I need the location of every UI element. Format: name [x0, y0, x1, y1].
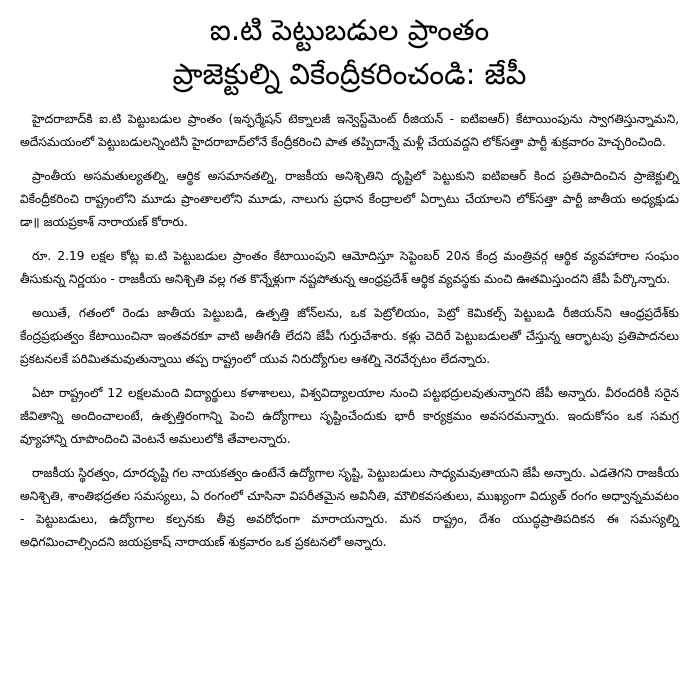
- paragraph-1: హైదరాబాద్‌కి ఐ.టి పెట్టుబడుల ప్రాంతం (ఇన్ఫర్మేషన్ టెక్నాలజీ ఇన్వెస్ట్‌మెంట్ రీజియన్ - ఐటిఐఆర్) కేటాయింపును స్వాగతిస్తున్నామని, అదేసమయంలో పెట్టుబడులన్నింటినీ హైదరాబాద్‌లోనే కేంద్రీకరించి పాత తప్పిదాన్నే మళ్లీ చేయవద్దని లోక్‌సత్తా పార్టీ శుక్రవారం హెచ్చరించింది.: [20, 112, 679, 149]
- paragraph-2: ప్రాంతీయ అసమతుల్యతల్ని, ఆర్థిక అసమానతల్ని, రాజకీయ అనిశ్చితిని దృష్టిలో పెట్టుకుని ఐటిఐఆర్ కింద ప్రతిపాదించిన ప్రాజెక్టుల్ని వికేంద్రీకరించి రాష్ట్రంలోని మూడు ప్రాంతాలలోని మూడు, నాలుగు ప్రధాన కేంద్రాలలో ఏర్పాటు చేయాలని లోక్‌సత్తా పార్టీ జాతీయ అధ్యక్షుడు డా॥ జయప్రకాశ్ నారాయణ్ కోరారు.: [20, 169, 679, 229]
- paragraph-4: అయితే, గతంలో రెండు జాతీయ పెట్టుబడి, ఉత్పత్తి జోన్‌లను, ఒక పెట్రోలియం, పెట్రో కెమికల్స్ పెట్టుబడి రీజియన్‌ని ఆంధ్రప్రదేశ్‌కు కేంద్రప్రభుత్వం కేటాయించినా ఇంతవరకూ వాటి అతీగతీ లేదని జేపీ గుర్తుచేశారు. కళ్లు చెదిరే పెట్టుబడులతో చేస్తున్న ఆర్భాటపు ప్రతిపాదనలు ప్రకటనలకే పరిమితమవుతున్నాయి తప్ప రాష్ట్రంలో యువ నిరుద్యోగుల ఆశల్ని నెరవేర్చటం లేదన్నారు.: [20, 306, 679, 366]
- headline: [14, 8, 685, 96]
- paragraph-3: రూ. 2.19 లక్షల కోట్ల ఐ.టి పెట్టుబడుల ప్రాంతం కేటాయింపుని ఆమోదిస్తూ సెప్టెంబర్ 20న కేంద్ర మంత్రివర్గ ఆర్థిక వ్యవహారాల సంఘం తీసుకున్న నిర్ణయం - రాజకీయ అనిశ్చితి వల్ల గత కొన్నేళ్లుగా నష్టపోతున్న ఆంధ్రప్రదేశ్ ఆర్థిక వ్యవస్థకు మంచి ఊతమిస్తుందని జేపీ పేర్కొన్నారు.: [20, 249, 679, 286]
- headline-line-1: ఐ.టి పెట్టుబడుల ప్రాంతం: [209, 13, 490, 47]
- paragraph-5: ఏటా రాష్ట్రంలో 12 లక్షలమంది విద్యార్థులు కళాశాలలు, విశ్వవిద్యాలయాల నుంచి పట్టభద్రులవుతున్నారని జేపీ అన్నారు. వీరందరికీ సరైన జీవితాన్ని అందించాలంటే, ఉత్పత్తిరంగాన్ని పెంచి ఉద్యోగాలు సృష్టించేందుకు భారీ కార్యక్రమం అవసరమన్నారు. ఇందుకోసం ఒక సమగ్ర వ్యూహాన్ని రూపొందించి వెంటనే అమలులోకి తేవాలన్నారు.: [20, 386, 679, 446]
- paragraph-6: రాజకీయ స్థిరత్వం, దూరదృష్టి గల నాయకత్వం ఉంటేనే ఉద్యోగాల సృష్టి, పెట్టుబడులు సాధ్యమవుతాయని జేపీ అన్నారు. ఎడతెగని రాజకీయ అనిశ్చితి, శాంతిభద్రతల సమస్యలు, ఏ రంగంలో చూసినా విపరీతమైన అవినీతి, మౌలికవసతులు, ముఖ్యంగా విద్యుత్ రంగం అధ్వాన్నమవటం - పెట్టుబడులు, ఉద్యోగాల కల్పనకు తీవ్ర అవరోధంగా మారాయన్నారు. మన రాష్ట్రం, దేశం యుద్ధప్రాతిపదికన ఈ సమస్యల్ని అధిగమించాల్సిందని జయప్రకాష్ నారాయణ్ శుక్రవారం ఒక ప్రకటనలో అన్నారు.: [20, 466, 679, 549]
- headline-line-2: ప్రాజెక్టుల్ని వికేంద్రీకరించండి: జేపీ: [172, 57, 527, 91]
- article-body: [14, 108, 685, 554]
